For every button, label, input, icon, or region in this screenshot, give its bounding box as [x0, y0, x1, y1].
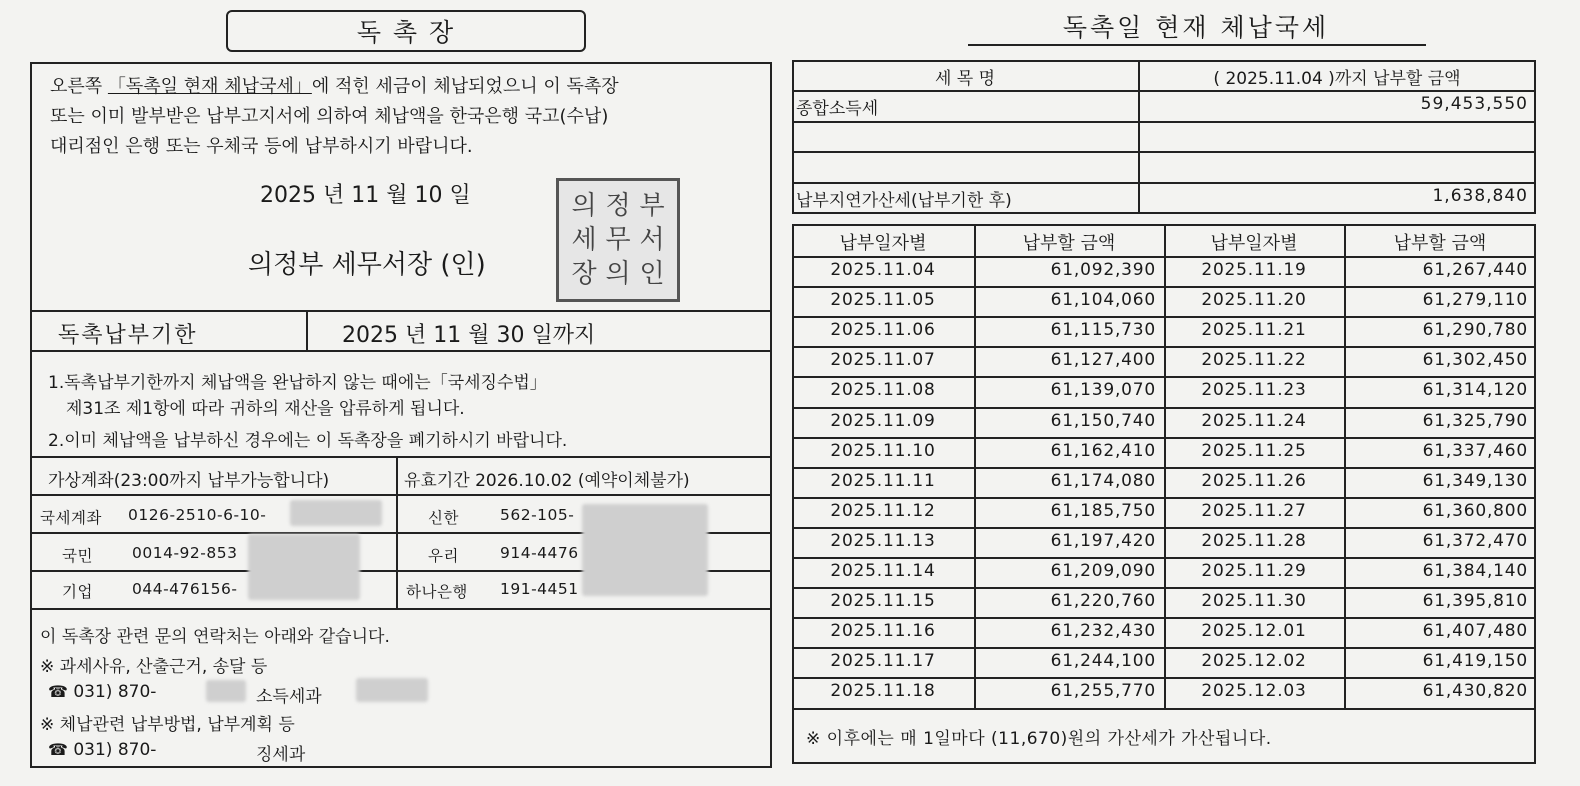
- notice-reference: 「독촉일 현재 체납국세」: [107, 76, 312, 97]
- payment-amount: 61,384,140: [1422, 561, 1528, 581]
- note-1a: 1.독촉납부기한까지 체납액을 완납하지 않는 때에는「국세징수법」: [48, 373, 547, 393]
- payment-date: 2025.11.23: [1201, 380, 1307, 400]
- payment-amount: 61,150,740: [1050, 411, 1156, 431]
- seal-character: 인: [639, 259, 665, 289]
- divider: [792, 286, 1536, 288]
- payment-amount: 61,197,420: [1050, 531, 1156, 551]
- payment-amount: 61,255,770: [1050, 681, 1156, 701]
- account-bank: 신한: [428, 509, 459, 527]
- account-bank: 기업: [62, 583, 93, 601]
- contact-2-label: ※ 체납관련 납부방법, 납부계획 등: [40, 715, 295, 735]
- contact-1-phone-row: [48, 682, 156, 702]
- payment-amount: 61,290,780: [1422, 320, 1528, 340]
- payment-amount: 61,279,110: [1422, 290, 1528, 310]
- divider: [792, 497, 1536, 499]
- divider: [30, 608, 772, 610]
- divider: [792, 407, 1536, 409]
- payment-amount: 61,337,460: [1422, 441, 1528, 461]
- divider: [792, 182, 1536, 184]
- divider: [792, 316, 1536, 318]
- payment-date: 2025.11.22: [1201, 350, 1307, 370]
- payment-amount: 61,360,800: [1422, 501, 1528, 521]
- payment-date: 2025.11.10: [830, 441, 936, 461]
- seal-character: 부: [639, 191, 665, 221]
- payment-date: 2025.12.02: [1201, 651, 1307, 671]
- payment-date: 2025.11.13: [830, 531, 936, 551]
- payment-amount: 61,302,450: [1422, 350, 1528, 370]
- account-bank: 하나은행: [406, 583, 468, 601]
- payment-date: 2025.11.14: [830, 561, 936, 581]
- payment-date: 2025.11.16: [830, 621, 936, 641]
- divider: [792, 256, 1536, 258]
- amount-header: ( 2025.11.04 )까지 납부할 금액: [1213, 69, 1461, 89]
- divider: [792, 346, 1536, 348]
- payment-amount: 61,115,730: [1050, 320, 1156, 340]
- account-number: 914-4476: [500, 544, 579, 562]
- payment-date: 2025.11.26: [1201, 471, 1307, 491]
- seal-character: 세: [571, 225, 597, 255]
- divider: [792, 90, 1536, 92]
- payment-date: 2025.11.04: [830, 260, 936, 280]
- tax-item-amount: 1,638,840: [1432, 186, 1528, 206]
- contact-1-dept: 소득세과: [256, 687, 322, 707]
- payment-amount: 61,104,060: [1050, 290, 1156, 310]
- payment-amount: 61,267,440: [1422, 260, 1528, 280]
- payment-date: 2025.12.01: [1201, 621, 1307, 641]
- payment-date: 2025.11.18: [830, 681, 936, 701]
- payment-date: 2025.11.25: [1201, 441, 1307, 461]
- payment-date: 2025.11.12: [830, 501, 936, 521]
- amount-column-header: 납부할 금액: [1393, 233, 1487, 254]
- payment-amount: 61,232,430: [1050, 621, 1156, 641]
- payment-date: 2025.11.24: [1201, 411, 1307, 431]
- payment-date: 2025.11.28: [1201, 531, 1307, 551]
- payment-date: 2025.11.29: [1201, 561, 1307, 581]
- divider: [792, 527, 1536, 529]
- contact-2-phone-row: [48, 740, 156, 760]
- payment-amount: 61,372,470: [1422, 531, 1528, 551]
- divider: [30, 456, 772, 458]
- tax-item-header: 세 목 명: [934, 69, 996, 89]
- payment-amount: 61,185,750: [1050, 501, 1156, 521]
- virtual-account-header: 가상계좌(23:00까지 납부가능합니다): [48, 471, 330, 491]
- payment-date: 2025.11.27: [1201, 501, 1307, 521]
- payment-amount: 61,430,820: [1422, 681, 1528, 701]
- tax-item-name: 종합소득세: [796, 99, 879, 119]
- seal-character: 의: [605, 259, 631, 289]
- divider: [792, 647, 1536, 649]
- payment-date: 2025.11.20: [1201, 290, 1307, 310]
- seal-character: 의: [571, 191, 597, 221]
- tax-office-signature: 의정부 세무서장 (인): [248, 250, 486, 280]
- payment-amount: 61,314,120: [1422, 380, 1528, 400]
- payment-date: 2025.11.19: [1201, 260, 1307, 280]
- title-underline: [968, 44, 1426, 46]
- redaction: [206, 680, 246, 702]
- seal-character: 장: [571, 259, 597, 289]
- divider: [792, 557, 1536, 559]
- tax-item-amount: 59,453,550: [1420, 94, 1528, 114]
- payment-date: 2025.11.15: [830, 591, 936, 611]
- account-number: 562-105-: [500, 506, 575, 524]
- divider: [30, 494, 772, 496]
- divider: [792, 376, 1536, 378]
- note-1b: 제31조 제1항에 따라 귀하의 재산을 압류하게 됩니다.: [66, 399, 465, 419]
- notice-line3: 대리점인 은행 또는 우체국 등에 납부하시기 바랍니다.: [50, 136, 473, 157]
- payment-date: 2025.11.11: [830, 471, 936, 491]
- seal-character: 무: [605, 225, 631, 255]
- telephone-icon: ☎: [48, 740, 68, 759]
- payment-amount: 61,244,100: [1050, 651, 1156, 671]
- telephone-icon: ☎: [48, 682, 68, 701]
- contact-2-phone: 031) 870-: [73, 740, 157, 760]
- deadline-label: 독촉납부기한: [58, 323, 198, 348]
- payment-date: 2025.11.17: [830, 651, 936, 671]
- divider: [30, 350, 772, 352]
- payment-date: 2025.11.06: [830, 320, 936, 340]
- payment-amount: 61,139,070: [1050, 380, 1156, 400]
- tax-item-name: 납부지연가산세(납부기한 후): [796, 191, 1012, 211]
- account-number: 0014-92-853: [132, 544, 238, 562]
- account-bank: 우리: [428, 547, 459, 565]
- redaction: [356, 678, 428, 702]
- amount-column-header: 납부할 금액: [1022, 233, 1116, 254]
- notice-line1-pre: 오른쪽: [50, 76, 103, 97]
- payment-amount: 61,349,130: [1422, 471, 1528, 491]
- official-seal: [556, 178, 680, 302]
- document-title: 독 촉 장: [226, 10, 586, 52]
- notice-paragraph: [50, 72, 770, 162]
- payment-amount: 61,419,150: [1422, 651, 1528, 671]
- contact-1-label: ※ 과세사유, 산출근거, 송달 등: [40, 657, 268, 677]
- payment-amount: 61,395,810: [1422, 591, 1528, 611]
- payment-date: 2025.11.05: [830, 290, 936, 310]
- redaction: [248, 534, 360, 600]
- divider: [30, 310, 772, 312]
- payment-amount: 61,092,390: [1050, 260, 1156, 280]
- contact-1-phone: 031) 870-: [73, 682, 157, 702]
- divider: [396, 456, 398, 608]
- redaction: [582, 504, 708, 596]
- divider: [792, 467, 1536, 469]
- payment-date: 2025.11.07: [830, 350, 936, 370]
- payment-date: 2025.11.30: [1201, 591, 1307, 611]
- deadline-value: 2025 년 11 월 30 일까지: [342, 323, 596, 348]
- payment-amount: 61,220,760: [1050, 591, 1156, 611]
- date-column-header: 납부일자별: [839, 233, 927, 254]
- seal-character: 서: [639, 225, 665, 255]
- divider: [792, 708, 1536, 710]
- payment-amount: 61,407,480: [1422, 621, 1528, 641]
- account-bank: 국세계좌: [40, 509, 102, 527]
- divider: [792, 437, 1536, 439]
- date-column-header: 납부일자별: [1210, 233, 1298, 254]
- notice-line2: 또는 이미 발부받은 납부고지서에 의하여 체납액을 한국은행 국고(수납): [50, 106, 609, 127]
- account-number: 0126-2510-6-10-: [128, 506, 267, 524]
- delinquent-tax-title: 독촉일 현재 체납국세: [1062, 13, 1330, 42]
- account-number: 044-476156-: [132, 580, 238, 598]
- payment-date: 2025.11.21: [1201, 320, 1307, 340]
- contact-intro: 이 독촉장 관련 문의 연락처는 아래와 같습니다.: [40, 627, 390, 647]
- payment-date: 2025.12.03: [1201, 681, 1307, 701]
- payment-amount: 61,325,790: [1422, 411, 1528, 431]
- note-2: 2.이미 체납액을 납부하신 경우에는 이 독촉장을 폐기하시기 바랍니다.: [48, 431, 568, 451]
- notice-line1-post: 에 적힌 세금이 체납되었으니 이 독촉장: [311, 76, 619, 97]
- redaction: [290, 500, 382, 526]
- divider: [792, 677, 1536, 679]
- payment-amount: 61,127,400: [1050, 350, 1156, 370]
- divider: [792, 617, 1536, 619]
- payment-date: 2025.11.08: [830, 380, 936, 400]
- divider: [792, 587, 1536, 589]
- issue-date: 2025 년 11 월 10 일: [260, 183, 471, 208]
- account-number: 191-4451: [500, 580, 579, 598]
- divider: [306, 310, 308, 350]
- contact-2-dept: 징세과: [256, 745, 306, 765]
- seal-character: 정: [605, 191, 631, 221]
- validity-header: 유효기간 2026.10.02 (예약이체불가): [404, 471, 690, 491]
- payment-amount: 61,174,080: [1050, 471, 1156, 491]
- payment-date: 2025.11.09: [830, 411, 936, 431]
- account-bank: 국민: [62, 547, 93, 565]
- penalty-footnote: ※ 이후에는 매 1일마다 (11,670)원의 가산세가 가산됩니다.: [806, 729, 1272, 749]
- divider: [792, 121, 1536, 123]
- divider: [792, 151, 1536, 153]
- payment-amount: 61,162,410: [1050, 441, 1156, 461]
- payment-amount: 61,209,090: [1050, 561, 1156, 581]
